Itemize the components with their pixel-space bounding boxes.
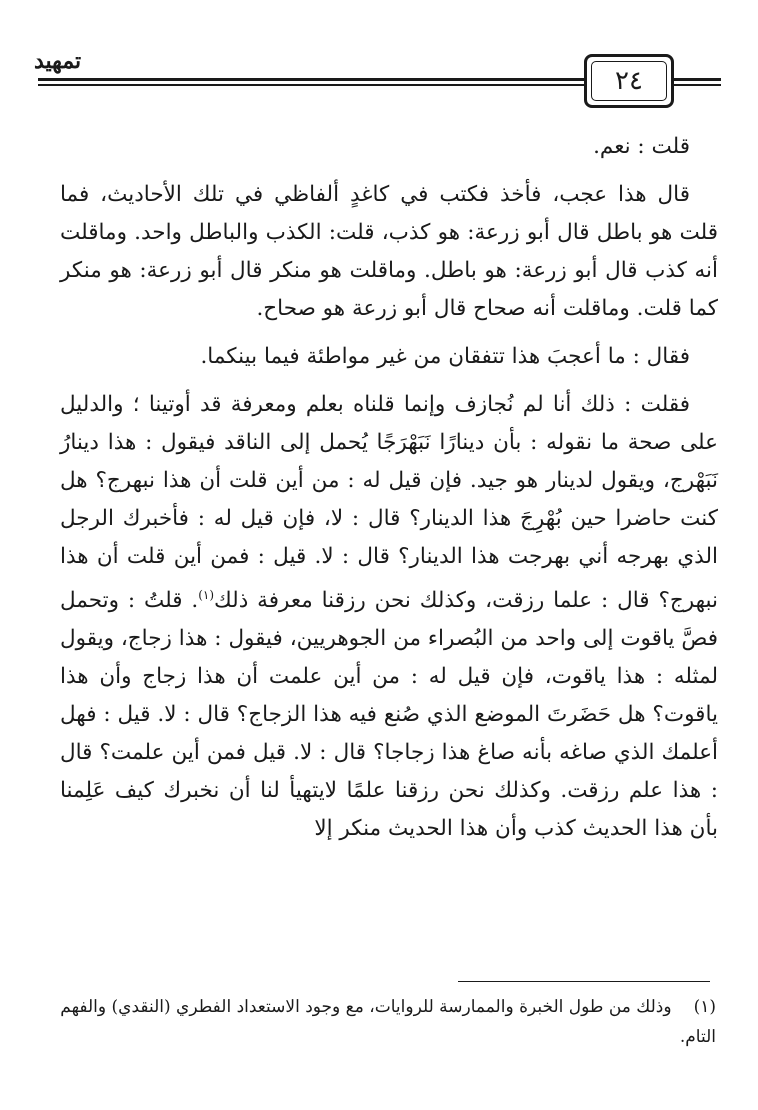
paragraph: قلت : نعم. <box>593 134 690 159</box>
footnote <box>48 992 716 1052</box>
paragraph-part: فقلت : ذلك أنا لم نُجازف وإنما قلناه بعلم ومعرفة قد أوتينا ؛ والدليل على صحة ما نقوله : بأن دينارًا نَبَهْرَجًا يُحمل إلى الناقد فيقول : هذا دينارُ نَبَهْرج، ويقول لدينار هو جيد. فإن قيل له : من أين قلت أن هذا نبهرج؟ هل كنت حاضرا حين بُهْرِجَ هذا الدينار؟ قال : لا، فإن قيل له : فأخبرك الرجل الذي بهرجه أني بهرجت هذا الدينار؟ قال : لا. قيل : فمن أين قلت أن هذا نبهرج؟ قال : علما رزقت، وكذلك نحن رزقنا معرفة ذلك <box>60 392 718 614</box>
body-text <box>60 128 718 858</box>
paragraph: قال هذا عجب، فأخذ فكتب في كاغدٍ ألفاظي في تلك الأحاديث، فما قلت هو باطل قال أبو زرعة: هو كذب، قلت: الكذب والباطل واحد. وماقلت أنه كذب قال أبو زرعة: هو باطل. وماقلت هو منكر قال أبو زرعة: هو منكر كما قلت. وماقلت أنه صحاح قال أبو زرعة هو صحاح. <box>60 182 718 321</box>
footnote-divider <box>458 981 710 982</box>
page-number-frame <box>584 54 674 108</box>
footnote-marker: (١) <box>693 997 716 1017</box>
paragraph <box>60 386 718 848</box>
chapter-title: تمهيد <box>34 48 82 74</box>
paragraph-part: . قلتُ : وتحمل فصَّ ياقوت إلى واحد من البُصراء من الجوهريين، فيقول : هذا زجاج، ويقول لمثله : هذا ياقوت، فإن قيل له : من أين علمت أن هذا زجاج وأن هذا ياقوت؟ هل حَضَرتَ الموضع الذي صُنع فيه هذا الزجاج؟ قال : لا. قيل : فهل أعلمك الذي صاغه بأنه صاغ هذا زجاجا؟ قال : لا. قيل فمن أين علمت؟ قال : هذا علم رزقت. وكذلك نحن رزقنا علمًا لايتهيأ لنا أن نخبرك كيف عَلِمنا بأن هذا الحديث كذب وأن هذا الحديث منكر إلا <box>60 588 718 842</box>
page-header <box>0 48 758 108</box>
page-number: ٢٤ <box>615 66 643 96</box>
paragraph: فقال : ما أعجبَ هذا تتفقان من غير مواطئة فيما بينكما. <box>200 344 690 369</box>
footnote-reference: (١) <box>198 588 215 602</box>
footnote-text: وذلك من طول الخبرة والممارسة للروايات، مع وجود الاستعداد الفطري (النقدي) والفهم التام. <box>60 997 716 1047</box>
